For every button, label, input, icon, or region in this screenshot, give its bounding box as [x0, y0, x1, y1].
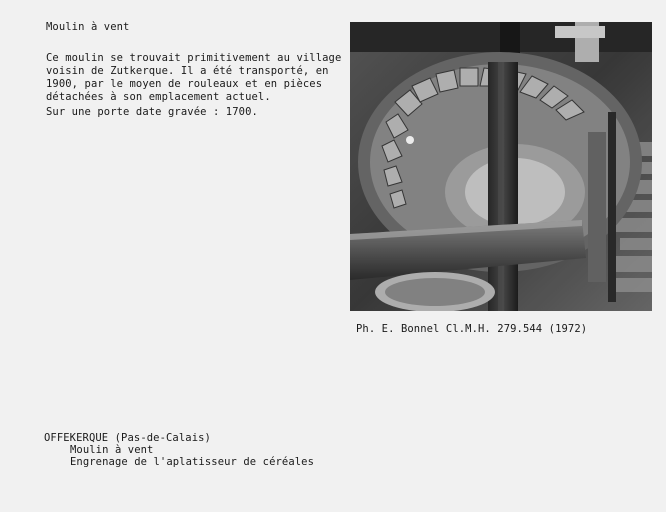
description-line: détachées à son emplacement actuel.	[46, 91, 271, 103]
location-place: OFFEKERQUE (Pas-de-Calais)	[44, 432, 211, 444]
description-line: 1900, par le moyen de rouleaux et en pièces	[46, 78, 323, 90]
photograph-gear-mechanism	[350, 22, 652, 311]
description-line: Ce moulin se trouvait primitivement au village	[46, 52, 342, 64]
description-line: voisin de Zutkerque. Il a été transporté, en	[46, 65, 329, 77]
photo-credit: Ph. E. Bonnel Cl.M.H. 279.544 (1972)	[356, 323, 588, 335]
location-subject: Engrenage de l'aplatisseur de céréales	[70, 456, 315, 468]
card-title: Moulin à vent	[46, 21, 130, 33]
date-note: Sur une porte date gravée : 1700.	[46, 106, 258, 118]
description	[46, 52, 342, 104]
location-building: Moulin à vent	[70, 444, 154, 456]
